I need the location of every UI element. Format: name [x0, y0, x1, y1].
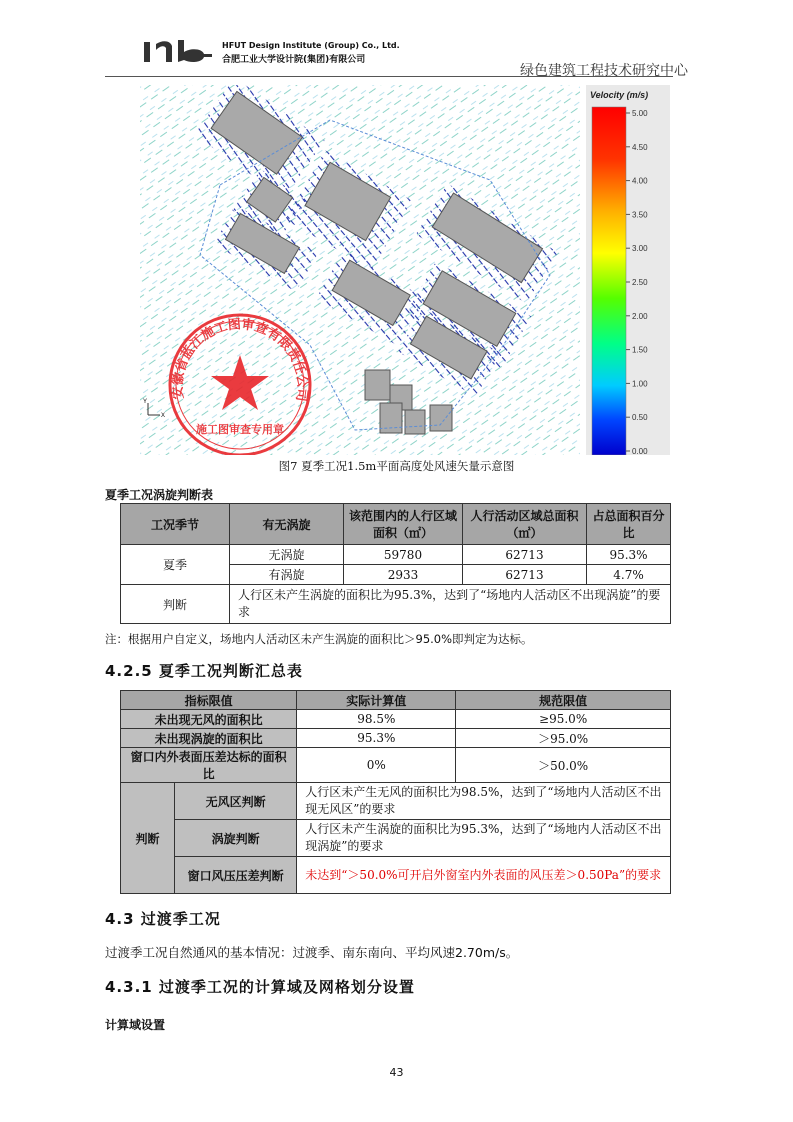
col-limit: 规范限值: [456, 691, 671, 710]
area-value: 2933: [344, 565, 463, 585]
svg-text:X: X: [161, 413, 166, 419]
col-indicator: 指标限值: [121, 691, 297, 710]
wind-vector-plot: [140, 85, 670, 455]
total-value: 62713: [463, 565, 587, 585]
table1-title: 夏季工况涡旋判断表: [105, 488, 214, 502]
table-note: 注：根据用户自定义，场地内人活动区未产生涡旋的面积比＞95.0%即判定为达标。: [105, 632, 533, 646]
section-4-3-paragraph: 过渡季工况自然通风的基本情况：过渡季、南东南向、平均风速2.70m/s。: [105, 945, 519, 960]
velocity-legend: [586, 85, 670, 455]
legend-tick-label: 3.50: [632, 210, 648, 220]
col-actual: 实际计算值: [297, 691, 456, 710]
table-row: [121, 783, 671, 820]
figure-caption: 图7 夏季工况1.5m平面高度处风速矢量示意图: [278, 459, 515, 473]
section-heading-4-2-5: 4.2.5 夏季工况判断汇总表: [105, 662, 303, 680]
section-heading-4-3: 4.3 过渡季工况: [105, 910, 221, 928]
table-row: [121, 820, 671, 857]
col-percent: 占总面积百分比: [587, 504, 671, 545]
actual-value: 95.3%: [297, 729, 456, 748]
section-heading-4-3-1: 4.3.1 过渡季工况的计算域及网格划分设置: [105, 978, 415, 996]
judge-item-text: 人行区未产生无风的面积比为98.5%，达到了“场地内人活动区不出现无风区”的要求: [297, 783, 671, 820]
org-name-cn: 合肥工业大学设计院(集团)有限公司: [222, 55, 366, 65]
header-rule: [105, 76, 673, 77]
calc-domain-heading: 计算域设置: [105, 1018, 166, 1032]
legend-tick-label: 2.00: [632, 311, 648, 321]
judge-item-label: 窗口风压压差判断: [175, 857, 297, 894]
indicator-label: 窗口内外表面压差达标的面积比: [121, 748, 297, 783]
col-area: 该范围内的人行区域面积（㎡）: [344, 504, 463, 545]
indicator-label: 未出现无风的面积比: [121, 710, 297, 729]
judge-text: 人行区未产生涡旋的面积比为95.3%，达到了“场地内人活动区不出现涡旋”的要求: [230, 585, 671, 624]
vortex-type: 无涡旋: [230, 545, 344, 565]
color-scale-bar: [592, 107, 626, 455]
judge-item-text-fail: 未达到“＞50.0%可开启外窗室内外表面的风压差＞0.50Pa”的要求: [297, 857, 671, 894]
judge-label: 判断: [121, 783, 175, 894]
judge-item-text: 人行区未产生涡旋的面积比为95.3%，达到了“场地内人活动区不出现涡旋”的要求: [297, 820, 671, 857]
col-total: 人行活动区域总面积（㎡）: [463, 504, 587, 545]
col-season: 工况季节: [121, 504, 230, 545]
actual-value: 0%: [297, 748, 456, 783]
legend-tick-label: 4.50: [632, 142, 648, 152]
area-value: 59780: [344, 545, 463, 565]
percent-value: 95.3%: [587, 545, 671, 565]
legend-title: Velocity (m/s): [590, 90, 649, 100]
limit-value: ＞50.0%: [456, 748, 671, 783]
header-right-title: 绿色建筑工程技术研究中心: [520, 63, 688, 79]
org-name-en: HFUT Design Institute (Group) Co., Ltd.: [222, 41, 400, 50]
season-cell: 夏季: [121, 545, 230, 585]
total-value: 62713: [463, 545, 587, 565]
hfut-logo-icon: [142, 38, 214, 64]
col-vortex: 有无涡旋: [230, 504, 344, 545]
summary-table: [120, 690, 671, 894]
table-header-row: [121, 691, 671, 710]
judge-label: 判断: [121, 585, 230, 624]
judge-item-label: 无风区判断: [175, 783, 297, 820]
actual-value: 98.5%: [297, 710, 456, 729]
limit-value: ＞95.0%: [456, 729, 671, 748]
svg-text:Y: Y: [143, 399, 148, 405]
table-row: [121, 585, 671, 624]
limit-value: ≥95.0%: [456, 710, 671, 729]
legend-tick-label: 1.00: [632, 379, 648, 389]
legend-tick-label: 4.00: [632, 176, 648, 186]
stamp-outer-text: 安徽省蓝江施工图审查有限责任公司: [170, 317, 310, 403]
table-row: [121, 545, 671, 565]
legend-tick-label: 1.50: [632, 345, 648, 355]
page-number: 43: [389, 1066, 404, 1079]
wind-vector-figure: [140, 85, 670, 455]
vortex-type: 有涡旋: [230, 565, 344, 585]
table-row: [121, 710, 671, 729]
legend-tick-label: 5.00: [632, 109, 648, 118]
table-row: [121, 748, 671, 783]
table-header-row: [121, 504, 671, 545]
indicator-label: 未出现涡旋的面积比: [121, 729, 297, 748]
legend-tick-label: 0.50: [632, 413, 648, 423]
table-row: [121, 857, 671, 894]
legend-tick-label: 3.00: [632, 244, 648, 254]
table-row: [121, 729, 671, 748]
stamp-inner-text: 施工图审查专用章: [196, 423, 284, 436]
vortex-judgment-table: [120, 503, 671, 624]
legend-tick-label: 0.00: [632, 447, 648, 455]
legend-tick-label: 2.50: [632, 278, 648, 287]
judge-item-label: 涡旋判断: [175, 820, 297, 857]
percent-value: 4.7%: [587, 565, 671, 585]
